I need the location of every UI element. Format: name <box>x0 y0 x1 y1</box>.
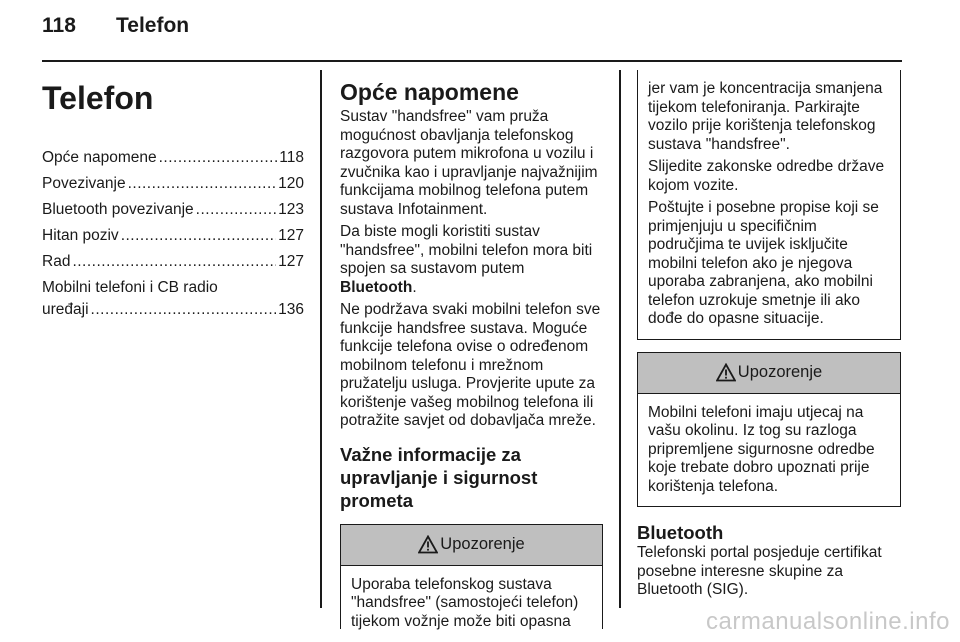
toc-label: Bluetooth povezivanje <box>42 201 194 218</box>
toc-page: 127 <box>278 227 304 244</box>
section-heading: Bluetooth <box>637 522 724 543</box>
section-heading: Opće napomene <box>340 79 519 105</box>
toc-item[interactable] <box>42 225 304 247</box>
column-divider-1 <box>320 70 322 608</box>
paragraph: Da biste mogli koristiti sustav "handsfree", mobilni telefon mora biti spojen sa sustavom putem Bluetooth. <box>340 223 593 296</box>
warning-title: Upozorenje <box>737 363 823 381</box>
toc-item[interactable] <box>42 199 304 221</box>
warning-box-continued <box>637 70 901 340</box>
content-column-2 <box>340 70 603 629</box>
paragraph: Poštujte i posebne propise koji se primjenjuju u specifičnim područjima te uvijek isključite mobilni telefon ako je njegova uporaba zabranjena, ako mobilni telefon uzrokuje smetnje ili ako dođe do opasne situacije. <box>648 199 879 327</box>
content-column-3 <box>637 70 901 604</box>
toc-label: Opće napomene <box>42 149 157 166</box>
subsection-heading: Važne informacije za upravljanje i sigurnost prometa <box>340 443 538 511</box>
toc-page: 118 <box>279 149 304 166</box>
paragraph: Ne podržava svaki mobilni telefon sve funkcije handsfree sustava. Moguće funkcije telefona ovise o određenom mobilnom telefonu i mrežnom pružatelju usluga. Provjerite upute za korištenje vašeg mobilnog telefona ili potražite savjet od dobavljača mreže. <box>340 301 601 429</box>
toc-label: Povezivanje <box>42 175 126 192</box>
chapter-toc-column <box>42 70 304 325</box>
table-of-contents <box>42 147 304 321</box>
toc-label-line1: Mobilni telefoni i CB radio <box>42 279 218 296</box>
paragraph: jer vam je koncentracija smanjena tijekom telefoniranja. Parkirajte vozilo prije korištenja telefonskog sustava "handsfree". <box>648 80 883 153</box>
bold-term: Bluetooth <box>340 278 413 296</box>
toc-label: uređaji <box>42 301 89 318</box>
running-header-title: Telefon <box>116 14 190 37</box>
warning-box <box>637 352 901 508</box>
chapter-title: Telefon <box>42 80 154 116</box>
warning-triangle-icon <box>418 535 438 554</box>
warning-text: Uporaba telefonskog sustava "handsfree" (samostojeći telefon) tijekom vožnje može biti opasna <box>351 575 579 630</box>
toc-item[interactable] <box>42 277 304 321</box>
toc-item[interactable] <box>42 251 304 273</box>
header-rule <box>42 60 902 62</box>
warning-text: Mobilni telefoni imaju utjecaj na vašu okolinu. Iz tog su razloga pripremljene sigurnosne odredbe koje trebate dobro upoznati prije korištenja telefona. <box>648 403 875 495</box>
paragraph: Sustav "handsfree" vam pruža mogućnost obavljanja telefonskog razgovora putem mikrofona u vozilu i zvučnika kao i upravljanje najvažnijim funkcijama mobilnog telefona putem sustava Infotainment. <box>340 108 598 218</box>
warning-title: Upozorenje <box>440 535 525 553</box>
warning-header <box>638 353 900 394</box>
toc-item[interactable] <box>42 173 304 195</box>
warning-header <box>341 525 602 566</box>
paragraph: Slijedite zakonske odredbe države kojom vozite. <box>648 158 885 194</box>
paragraph: Telefonski portal posjeduje certifikat posebne interesne skupine za Bluetooth (SIG). <box>637 544 882 598</box>
column-divider-2 <box>619 70 621 608</box>
toc-item[interactable] <box>42 147 304 169</box>
warning-box <box>340 524 603 629</box>
toc-label: Rad <box>42 253 71 270</box>
page-number: 118 <box>42 14 76 37</box>
toc-page: 120 <box>278 175 304 192</box>
toc-page: 127 <box>278 253 304 270</box>
warning-triangle-icon <box>716 363 736 382</box>
toc-page: 123 <box>278 201 304 218</box>
watermark: carmanualsonline.info <box>706 608 950 635</box>
toc-page: 136 <box>278 301 304 318</box>
toc-label: Hitan poziv <box>42 227 119 244</box>
